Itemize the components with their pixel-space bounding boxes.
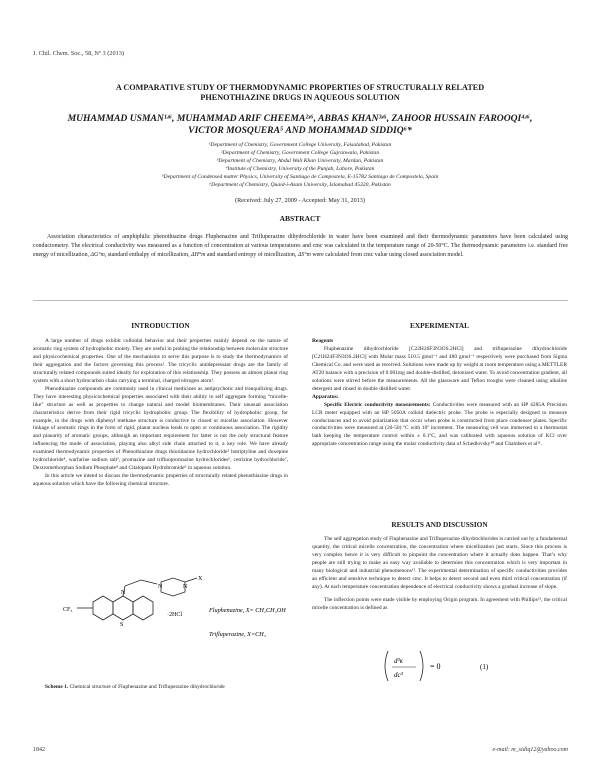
equation-left-paren [385, 651, 388, 681]
piperazine-n2-label: N [183, 584, 188, 590]
page-number: 1842 [33, 747, 45, 753]
apparatus-heading: Apparatus: [312, 393, 339, 400]
ring-nitrogen-label: N [121, 590, 126, 596]
symbol-delta-h: ΔH°m [191, 251, 206, 258]
equation-rhs: = 0 [430, 662, 441, 671]
paper-title [60, 83, 540, 103]
symbol-delta-g: ΔG°m [90, 251, 105, 258]
equation-denominator: dc³ [394, 671, 403, 679]
scheme-caption [33, 684, 288, 692]
sulfur-label: S [120, 622, 124, 628]
hcl-label: ·2HCl [167, 612, 182, 618]
conductivity-subheading: Specific Electric conductivity measurements: [324, 401, 431, 408]
benzene-ring-right [133, 596, 153, 620]
affiliations [60, 142, 540, 189]
title-line-2: PHENOTHIAZINE DRUGS IN AQUEOUS SOLUTION [200, 93, 400, 102]
abstract-text-2: , standard enthalpy of micellization, [104, 251, 190, 258]
author-line-2: VICTOR MOSQUERA⁵ AND MOHAMMAD SIDDIQ⁶* [188, 125, 412, 136]
equation-right-paren [420, 651, 423, 681]
author-list [40, 113, 560, 137]
introduction-heading: INTRODUCTION [131, 321, 190, 330]
journal-citation: J. Chil. Chem. Soc., 58, Nº 3 (2013) [33, 50, 124, 57]
x-substituent-label: X [198, 576, 203, 582]
piperazine-n1-label: N [158, 584, 163, 590]
side-chain-bond-3 [141, 580, 157, 584]
fluphenazine-label: Fluphenazine, X= CH₂CH₂OH [209, 607, 286, 614]
equation-1 [380, 647, 550, 685]
affiliation-6: ⁶Department of Chemistry, Quaid-i-Azam University, Islamabad 45320, Pakistan [209, 181, 391, 188]
equation-number: (1) [480, 663, 489, 671]
abstract-body [33, 233, 568, 260]
results-paragraph-1: The self aggregation study of Fluphenazine and Trifluperazine dihydrochlorides is carried out by a fundamental quantity, the critical micelle concentration, the concentration where micellization just starts. Since this process is very complex hence it is very difficult to pinpoint the concentration where it actually does happen. That’s why people are still trying to make an easy way available to determine this concentration which is very important in many biological and industrial phenomenons¹². The experimental determination of specific conductivities provides an efficient and sensitive technique to detect cmc. It helps to detect second and even third critical concentration (if any). At each temperature concentration dependence of electrical conductivity shows a gradual increase of slope. [312, 536, 567, 590]
affiliation-2: ²Department of Chemistry, Government College Gujranwala, Pakistan [220, 149, 380, 156]
corresponding-email: e-mail: m_sidiq12@yahoo.com [492, 747, 568, 753]
cf3-label: CF₃ [63, 607, 73, 613]
x-bond [185, 578, 197, 582]
affiliation-4: ⁴Institute of Chemistry, University of the Punjab, Lahore, Pakistan [225, 165, 375, 172]
results-paragraph-2: The inflection points were made visible by employing Origin program. In agreement with Phillips¹³, the critical micelle concentration is defined as [312, 596, 567, 611]
title-line-1: A COMPARATIVE STUDY OF THERMODYNAMIC PROPERTIES OF STRUCTURALLY RELATED [115, 83, 485, 92]
introduction-body [33, 338, 288, 489]
symbol-delta-s: ΔS°m [297, 251, 311, 258]
abstract-heading: ABSTRACT [279, 214, 321, 223]
abstract-text-1: Association characteristics of amphiphilic phenothiazine drugs Fluphenazine and Trifluperazine dihydrochloride in water have been examined and their thermodynamic parameters have been calculated using conductometry. The electrical conductivity was measured as a function of concentration at various temperatures and cmc was calculated in the temperature range of 20-50°C. The thermodynamic parameters i.e. standard free energy of micellization, [33, 234, 568, 258]
reagents-paragraph: Fluphenazine dihydrochloride [C22H26F3N3OS.2HCl] and trifluperazine dihydrochloride [C21H24F3N3OS.2HCl] with Molar mass 510.5 gmol⁻¹ and 480 gmol⁻¹ respectively were purchased from Sigma Chemical Co. and were used as received. Solutions were made up by weight at room temperature using a METTLER AT20 balance with a precision of 0.001mg and double-distilled, deionized water. To avoid concentration gradient, all solutions were stirred before the measurements. All the glassware and Teflon troughs were cleaned using alkaline detergent and rinsed in double distilled water. [312, 345, 567, 392]
affiliation-3: ³Department of Chemistry, Abdul Wali Khan University, Mardan, Pakistan [216, 157, 384, 164]
abstract-text-4: were calculated from cmc value using closed association model. [312, 251, 464, 258]
reagents-heading: Reagents [312, 338, 334, 344]
piperazine-ring [161, 578, 185, 596]
abstract-text-3: and standard entropy of micellization, [206, 251, 297, 258]
affiliation-1: ¹Department of Chemistry, Government College University, Faisalabad, Pakistan [208, 142, 392, 148]
experimental-heading: EXPERIMENTAL [409, 321, 470, 330]
chemical-structure-diagram [33, 574, 293, 662]
results-heading: RESULTS AND DISCUSSION [391, 520, 488, 529]
affiliation-5: ⁵Department of Condensed matter Physics, University of Santiago de Compostela, E-15782 Santiago de Compostela, Spain [161, 173, 439, 180]
intro-paragraph-2: Phenothiazine compounds are commonly used in clinical medicines as antipsychotic and tranquilizing drugs. They have interesting physicochemical properties associated with their ability to self aggregate forming “micelle-like” structure as well as properties to change natural and model biomembranes. Their unusual association characteristics derive from their rigid tricyclic hydrophobic group. The flexibility of hydrophobic group, for example, in the drugs with diphenyl methane structure is conductive to closed or micellar association. However linkage of aromatic rings in the form of rigid, planar nucleus lends to open or continuous association. The rigidity and planarity of aromatic groups, although an important requirement for latter is not the only structural feature influencing the mode of association, playing also alkyl side chain attached to it, a key role. We have already examined thermodynamic properties of Phenothiazine drugs thioridazine hydrochloride³ butriptyline and doxepine hydrochloride⁴, warfarine sodium salt⁵, promazine and trifluopromazine hydrochlorides⁶, cetrizine hydrochloride⁷, Dextromethorphan Sodium Phosphate⁸ and Citalopam Hydrobromide⁹ in aqueous solution. [33, 385, 288, 472]
thiazine-ring [113, 596, 133, 620]
intro-paragraph-3: In this article we intend to discuss the thermodynamic properties of structurally related phenothiazine drugs in aqueous solution which have the following chemical structure. [33, 473, 288, 488]
intro-paragraph-1: A large number of drugs exhibit colloidal behavior and their properties mainly depend on the nature of aromatic ring system of hydrophobic moiety. They are useful in probing the relationship between molecular structure and physicochemical properties. One of the mechanisms to serve this purpose is to study the thermodynamics of their aggregation and the factors governing this process¹. The tricyclic antidepressant drugs are the family of structurally related compounds suited ideally for exploration of this relationship. They possess an almost planar ring system with a short hydrocarbon chain carrying a terminal, charged nitrogen atom². [33, 338, 288, 384]
trifluperazine-label: Trifluperazine, X=CH₃ [209, 631, 266, 638]
author-line-1: MUHAMMAD USMAN¹ʴ⁶, MUHAMMAD ARIF CHEEMA²ʴ⁶, ABBAS KHAN³ʴ⁶, ZAHOOR HUSSAIN FAROOQI⁴ʴ⁶, [67, 113, 533, 124]
received-dates: (Received: July 27, 2009 - Accepted: May 31, 2013) [235, 197, 365, 204]
experimental-body [312, 338, 567, 449]
benzene-ring-left [93, 596, 113, 620]
side-chain-bond-2 [125, 580, 141, 586]
section-divider [33, 300, 568, 301]
apparatus-paragraph: Conductivities were measured with an HP 4285A Precision LCR meter equipped with an HP 5050A colloid dielectric probe. The probe is especially designed to measure conductances and to avoid polarization that occur when probe is constructed from place condenser plates. Specific conductivities were measured at (20-50) ºC with 10º increment. The measuring cell was immersed in a thermostat bath keeping the temperature control within ± 0.1ºC, and was calibrated with aqueous solution of KCl over appropriate concentration range using the molar conductivity data of Schedlovsky¹⁰ and Chambers et al¹¹. [312, 401, 568, 448]
scheme-text: Chemical structure of Fluphenazine and Trifluperazine dihydrochloride [69, 684, 225, 690]
equation-numerator: d³κ [394, 657, 403, 665]
scheme-label: Scheme 1. [45, 684, 69, 690]
results-body [312, 536, 567, 613]
